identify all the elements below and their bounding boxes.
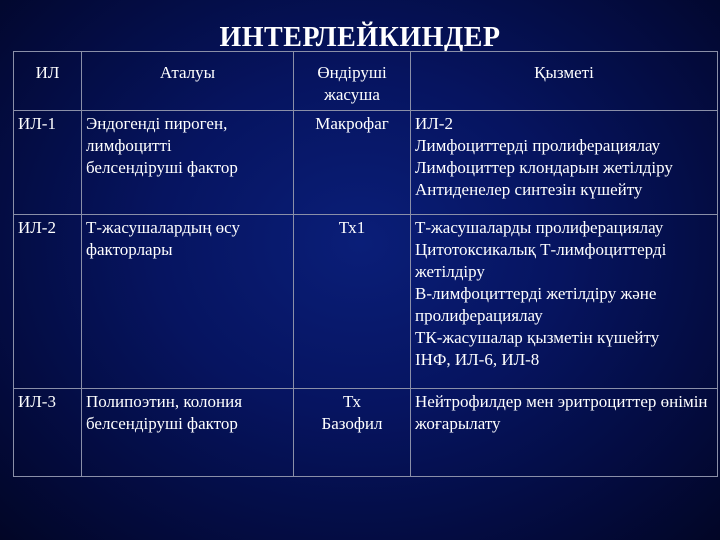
table-row [14,215,718,389]
row-producer: Тх Базофил [294,389,411,477]
row-function [411,111,718,215]
row-name: Т-жасушалардың өсу факторлары [82,215,294,389]
function-line: Нейтрофилдер мен эритроциттер өнімін жоғарылату [415,392,708,433]
interleukins-table [13,51,718,477]
function-line: Лимфоциттер клондарын жетілдіру [415,158,673,177]
row-function [411,389,718,477]
row-il: ИЛ-2 [14,215,82,389]
function-line: ИЛ-2 [415,114,453,133]
table-row [14,389,718,477]
table-header-row [14,52,718,111]
row-il: ИЛ-1 [14,111,82,215]
function-line: Антиденелер синтезін күшейту [415,180,643,199]
header-il: ИЛ [14,52,82,111]
row-il: ИЛ-3 [14,389,82,477]
function-line: В-лимфоциттерді жетілдіру және пролиферациялау [415,284,657,325]
function-line: Цитотоксикалық Т-лимфоциттерді жетілдіру [415,240,667,281]
page-title: ИНТЕРЛЕЙКИНДЕР [219,22,501,53]
row-name: Эндогенді пироген, лимфоцитті белсендіруші фактор [82,111,294,215]
row-producer: Тх1 [294,215,411,389]
row-producer: Макрофаг [294,111,411,215]
function-line: ІНФ, ИЛ-6, ИЛ-8 [415,350,540,369]
function-line: ТК-жасушалар қызметін күшейту [415,328,660,347]
function-line: Лимфоциттерді пролиферациялау [415,136,661,155]
row-function [411,215,718,389]
header-function: Қызметі [411,52,718,111]
table-row [14,111,718,215]
header-producer: Өндіруші жасуша [294,52,411,111]
header-name: Аталуы [82,52,294,111]
row-name: Полипоэтин, колония белсендіруші фактор [82,389,294,477]
function-line: Т-жасушаларды пролиферациялау [415,218,664,237]
